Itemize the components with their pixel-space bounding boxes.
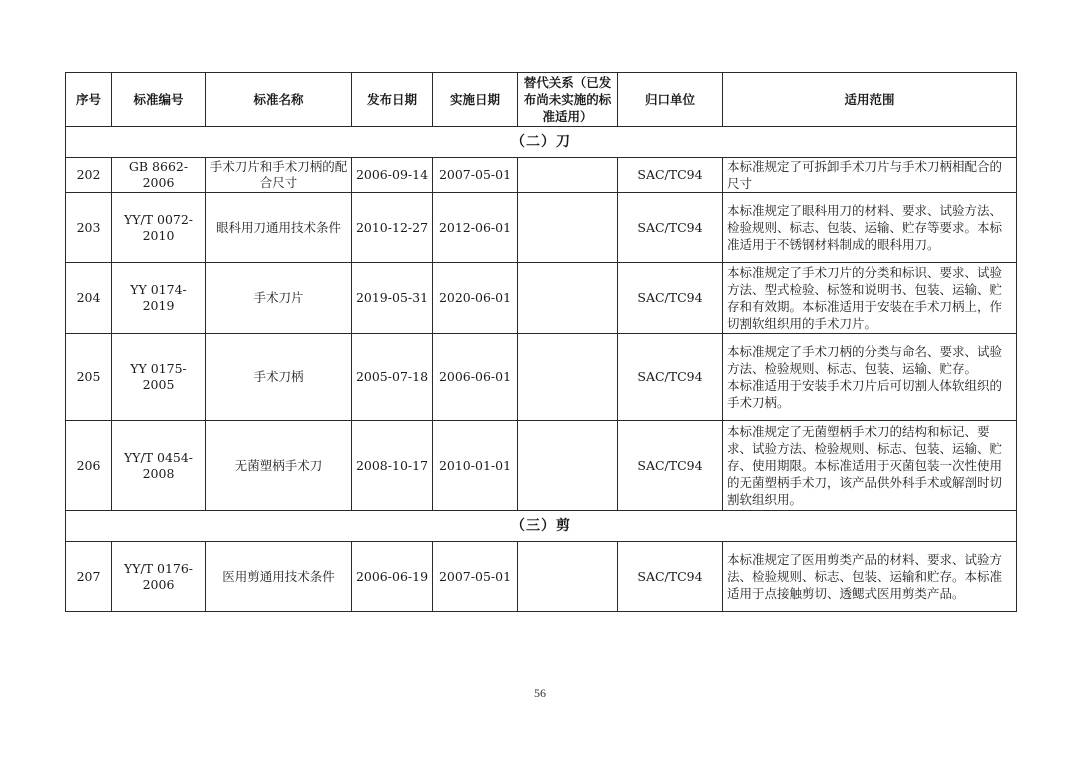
row-unit: SAC/TC94 — [618, 421, 723, 511]
row-code: YY/T 0072-2010 — [112, 193, 206, 263]
table-row — [66, 193, 1017, 263]
row-name: 医用剪通用技术条件 — [206, 542, 352, 612]
row-name: 手术刀片和手术刀柄的配合尺寸 — [206, 158, 352, 193]
scope-paragraph: 本标准适用于安装手术刀片后可切割人体软组织的手术刀柄。 — [727, 378, 1003, 410]
header-row — [66, 73, 1017, 127]
row-unit: SAC/TC94 — [618, 263, 723, 334]
row-seq: 203 — [66, 193, 112, 263]
row-unit: SAC/TC94 — [618, 158, 723, 193]
section-row-knives — [66, 127, 1017, 158]
table-row — [66, 542, 1017, 612]
header-name: 标准名称 — [206, 73, 352, 127]
row-published: 2019-05-31 — [352, 263, 433, 334]
row-name: 无菌塑柄手术刀 — [206, 421, 352, 511]
row-name: 手术刀片 — [206, 263, 352, 334]
row-scope: 本标准规定了无菌塑柄手术刀的结构和标记、要求、试验方法、检验规则、标志、包装、运输、贮存、使用期限。本标准适用于灭菌包装一次性使用的无菌塑柄手术刀，该产品供外科手术或解剖时切割软组织用。 — [723, 421, 1017, 511]
table-row — [66, 263, 1017, 334]
row-seq: 206 — [66, 421, 112, 511]
header-scope: 适用范围 — [723, 73, 1017, 127]
row-unit: SAC/TC94 — [618, 193, 723, 263]
scope-paragraph: 本标准规定了手术刀柄的分类与命名、要求、试验方法、检验规则、标志、包装、运输、贮存。 — [727, 344, 1003, 376]
row-published: 2006-06-19 — [352, 542, 433, 612]
section-title: （三）剪 — [66, 511, 1017, 542]
row-seq: 207 — [66, 542, 112, 612]
row-scope: 本标准规定了医用剪类产品的材料、要求、试验方法、检验规则、标志、包装、运输和贮存。本标准适用于点接触剪切、透鳃式医用剪类产品。 — [723, 542, 1017, 612]
row-replacement — [518, 263, 618, 334]
row-unit: SAC/TC94 — [618, 542, 723, 612]
row-scope: 本标准规定了可拆卸手术刀片与手术刀柄相配合的尺寸 — [723, 158, 1017, 193]
row-code: GB 8662-2006 — [112, 158, 206, 193]
row-replacement — [518, 421, 618, 511]
row-name: 手术刀柄 — [206, 334, 352, 421]
row-code: YY/T 0176-2006 — [112, 542, 206, 612]
row-effective: 2020-06-01 — [433, 263, 518, 334]
row-effective: 2012-06-01 — [433, 193, 518, 263]
section-title: （二）刀 — [66, 127, 1017, 158]
row-unit: SAC/TC94 — [618, 334, 723, 421]
row-published: 2006-09-14 — [352, 158, 433, 193]
row-replacement — [518, 542, 618, 612]
row-effective: 2010-01-01 — [433, 421, 518, 511]
row-published: 2010-12-27 — [352, 193, 433, 263]
row-code: YY 0175-2005 — [112, 334, 206, 421]
row-effective: 2007-05-01 — [433, 158, 518, 193]
header-unit: 归口单位 — [618, 73, 723, 127]
header-published: 发布日期 — [352, 73, 433, 127]
row-replacement — [518, 334, 618, 421]
row-code: YY 0174-2019 — [112, 263, 206, 334]
row-seq: 202 — [66, 158, 112, 193]
row-code: YY/T 0454-2008 — [112, 421, 206, 511]
row-scope: 本标准规定了眼科用刀的材料、要求、试验方法、检验规则、标志、包装、运输、贮存等要求。本标准适用于不锈钢材料制成的眼科用刀。 — [723, 193, 1017, 263]
standards-table — [65, 72, 1017, 612]
table-row — [66, 334, 1017, 421]
row-published: 2005-07-18 — [352, 334, 433, 421]
row-name: 眼科用刀通用技术条件 — [206, 193, 352, 263]
table-row — [66, 421, 1017, 511]
table-header — [66, 73, 1017, 127]
row-seq: 204 — [66, 263, 112, 334]
header-code: 标准编号 — [112, 73, 206, 127]
header-replacement: 替代关系（已发布尚未实施的标准适用） — [518, 73, 618, 127]
row-replacement — [518, 158, 618, 193]
row-seq: 205 — [66, 334, 112, 421]
header-effective: 实施日期 — [433, 73, 518, 127]
header-seq: 序号 — [66, 73, 112, 127]
row-effective: 2006-06-01 — [433, 334, 518, 421]
row-scope: 本标准规定了手术刀片的分类和标识、要求、试验方法、型式检验、标签和说明书、包装、运输、贮存和有效期。本标准适用于安装在手术刀柄上，作切割软组织用的手术刀片。 — [723, 263, 1017, 334]
row-effective: 2007-05-01 — [433, 542, 518, 612]
table-row — [66, 158, 1017, 193]
row-published: 2008-10-17 — [352, 421, 433, 511]
page-number: 56 — [534, 686, 546, 700]
row-scope — [723, 334, 1017, 421]
row-replacement — [518, 193, 618, 263]
section-row-scissors — [66, 511, 1017, 542]
